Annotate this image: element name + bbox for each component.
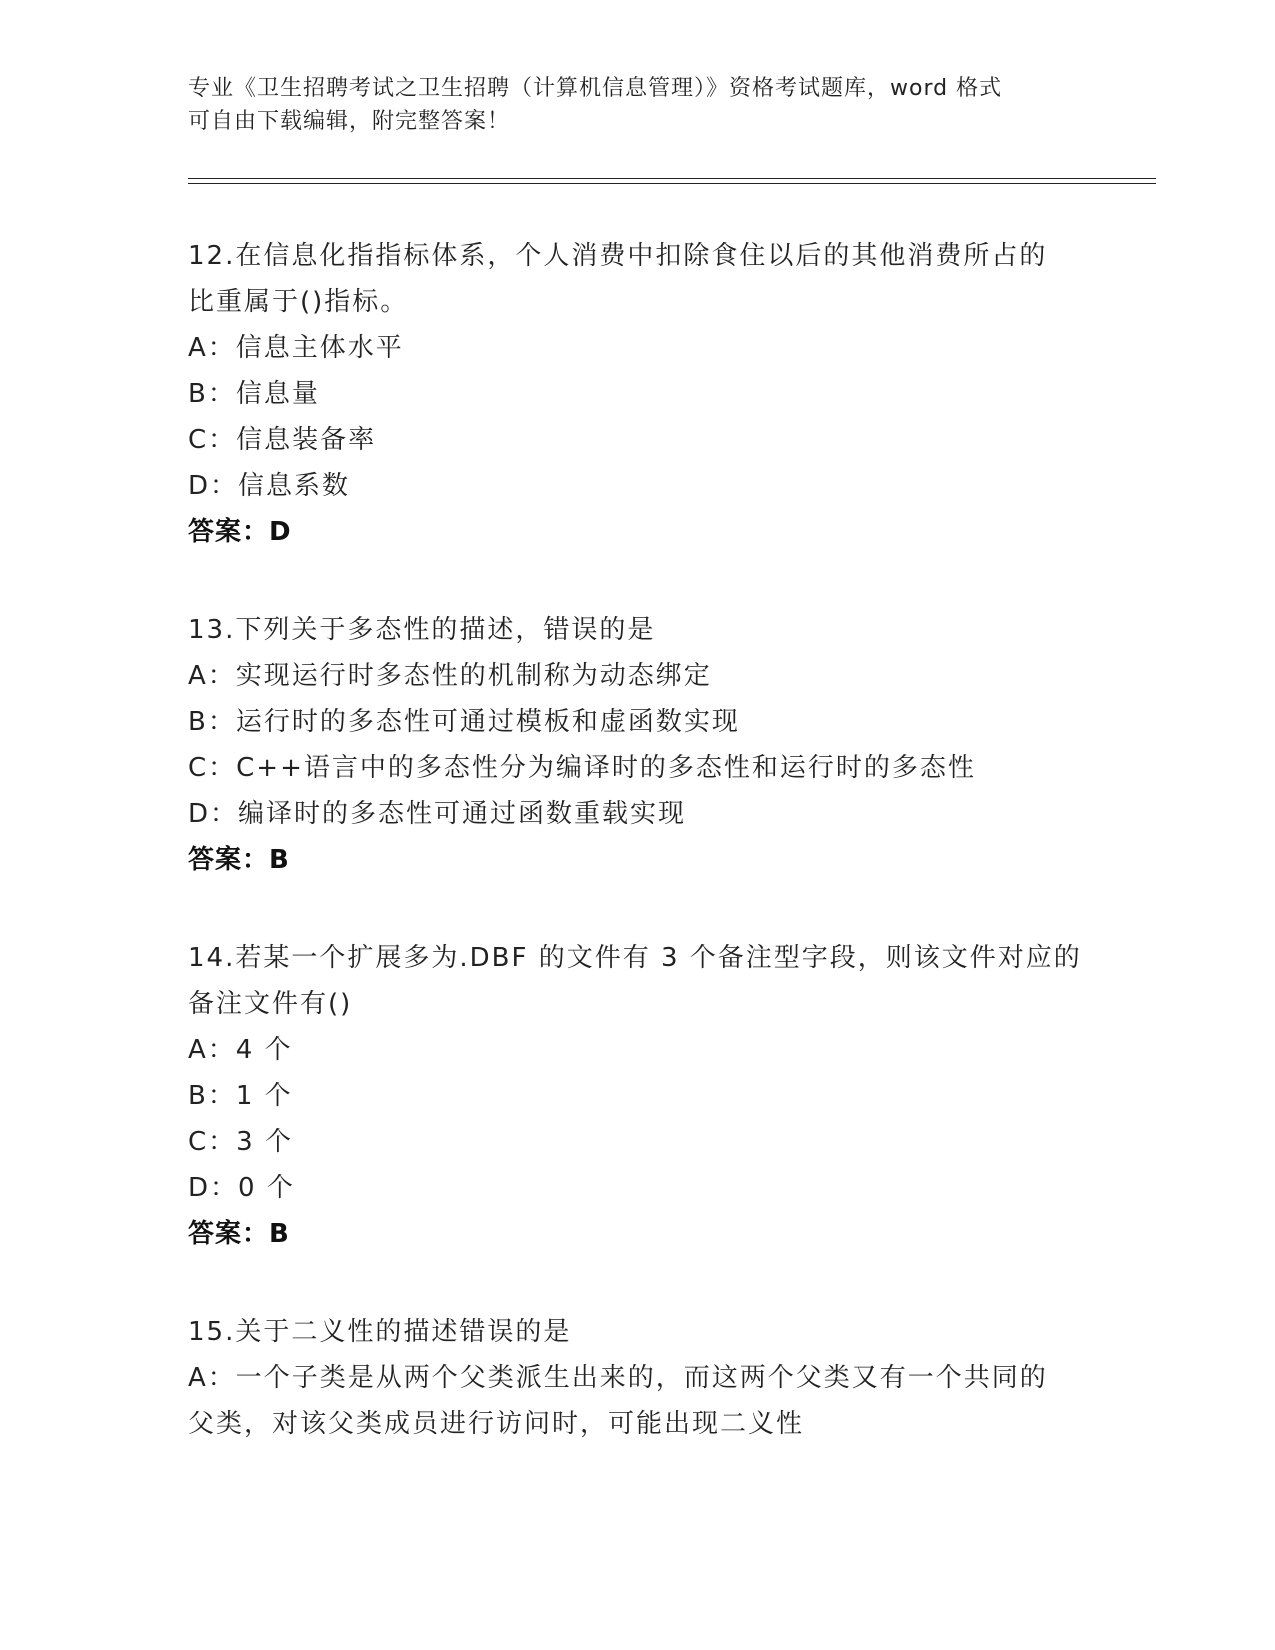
option-a: A：4 个 <box>188 1035 293 1065</box>
question-stem <box>188 935 1108 1027</box>
question-14 <box>188 935 1108 1257</box>
option-c: C：信息装备率 <box>188 425 377 455</box>
header-divider <box>188 178 1156 184</box>
option-c: C：C++语言中的多态性分为编译时的多态性和运行时的多态性 <box>188 753 976 783</box>
option-a-continued: 父类，对该父类成员进行访问时，可能出现二义性 <box>188 1409 805 1439</box>
header-title-line-2: 可自由下载编辑，附完整答案！ <box>188 109 511 134</box>
option-d: D：0 个 <box>188 1173 295 1203</box>
question-stem-line: 比重属于()指标。 <box>188 287 409 317</box>
option-b: B：信息量 <box>188 379 320 409</box>
answer: 答案：B <box>188 1219 290 1249</box>
question-12 <box>188 233 1108 555</box>
header-title-line-1: 专业《卫生招聘考试之卫生招聘（计算机信息管理）》资格考试题库，word 格式 <box>188 76 1003 101</box>
answer: 答案：B <box>188 845 290 875</box>
question-stem <box>188 607 1108 653</box>
option-d: D：编译时的多态性可通过函数重载实现 <box>188 799 687 829</box>
option-d: D：信息系数 <box>188 471 351 501</box>
question-15 <box>188 1309 1108 1447</box>
question-stem-line: 12.在信息化指指标体系，个人消费中扣除食住以后的其他消费所占的 <box>188 241 1048 271</box>
question-stem-line: 13.下列关于多态性的描述，错误的是 <box>188 615 656 645</box>
option-b: B：运行时的多态性可通过模板和虚函数实现 <box>188 707 740 737</box>
option-c: C：3 个 <box>188 1127 293 1157</box>
option-a: A：信息主体水平 <box>188 333 404 363</box>
answer: 答案：D <box>188 517 292 547</box>
question-13 <box>188 607 1108 883</box>
question-stem <box>188 233 1108 325</box>
question-stem <box>188 1309 1108 1355</box>
document-header <box>188 72 1088 138</box>
question-list <box>188 233 1108 1499</box>
question-stem-line: 备注文件有() <box>188 989 353 1019</box>
option-b: B：1 个 <box>188 1081 293 1111</box>
question-stem-line: 14.若某一个扩展多为.DBF 的文件有 3 个备注型字段，则该文件对应的 <box>188 943 1082 973</box>
option-a: A：一个子类是从两个父类派生出来的，而这两个父类又有一个共同的 <box>188 1363 1048 1393</box>
option-a: A：实现运行时多态性的机制称为动态绑定 <box>188 661 712 691</box>
question-stem-line: 15.关于二义性的描述错误的是 <box>188 1317 572 1347</box>
